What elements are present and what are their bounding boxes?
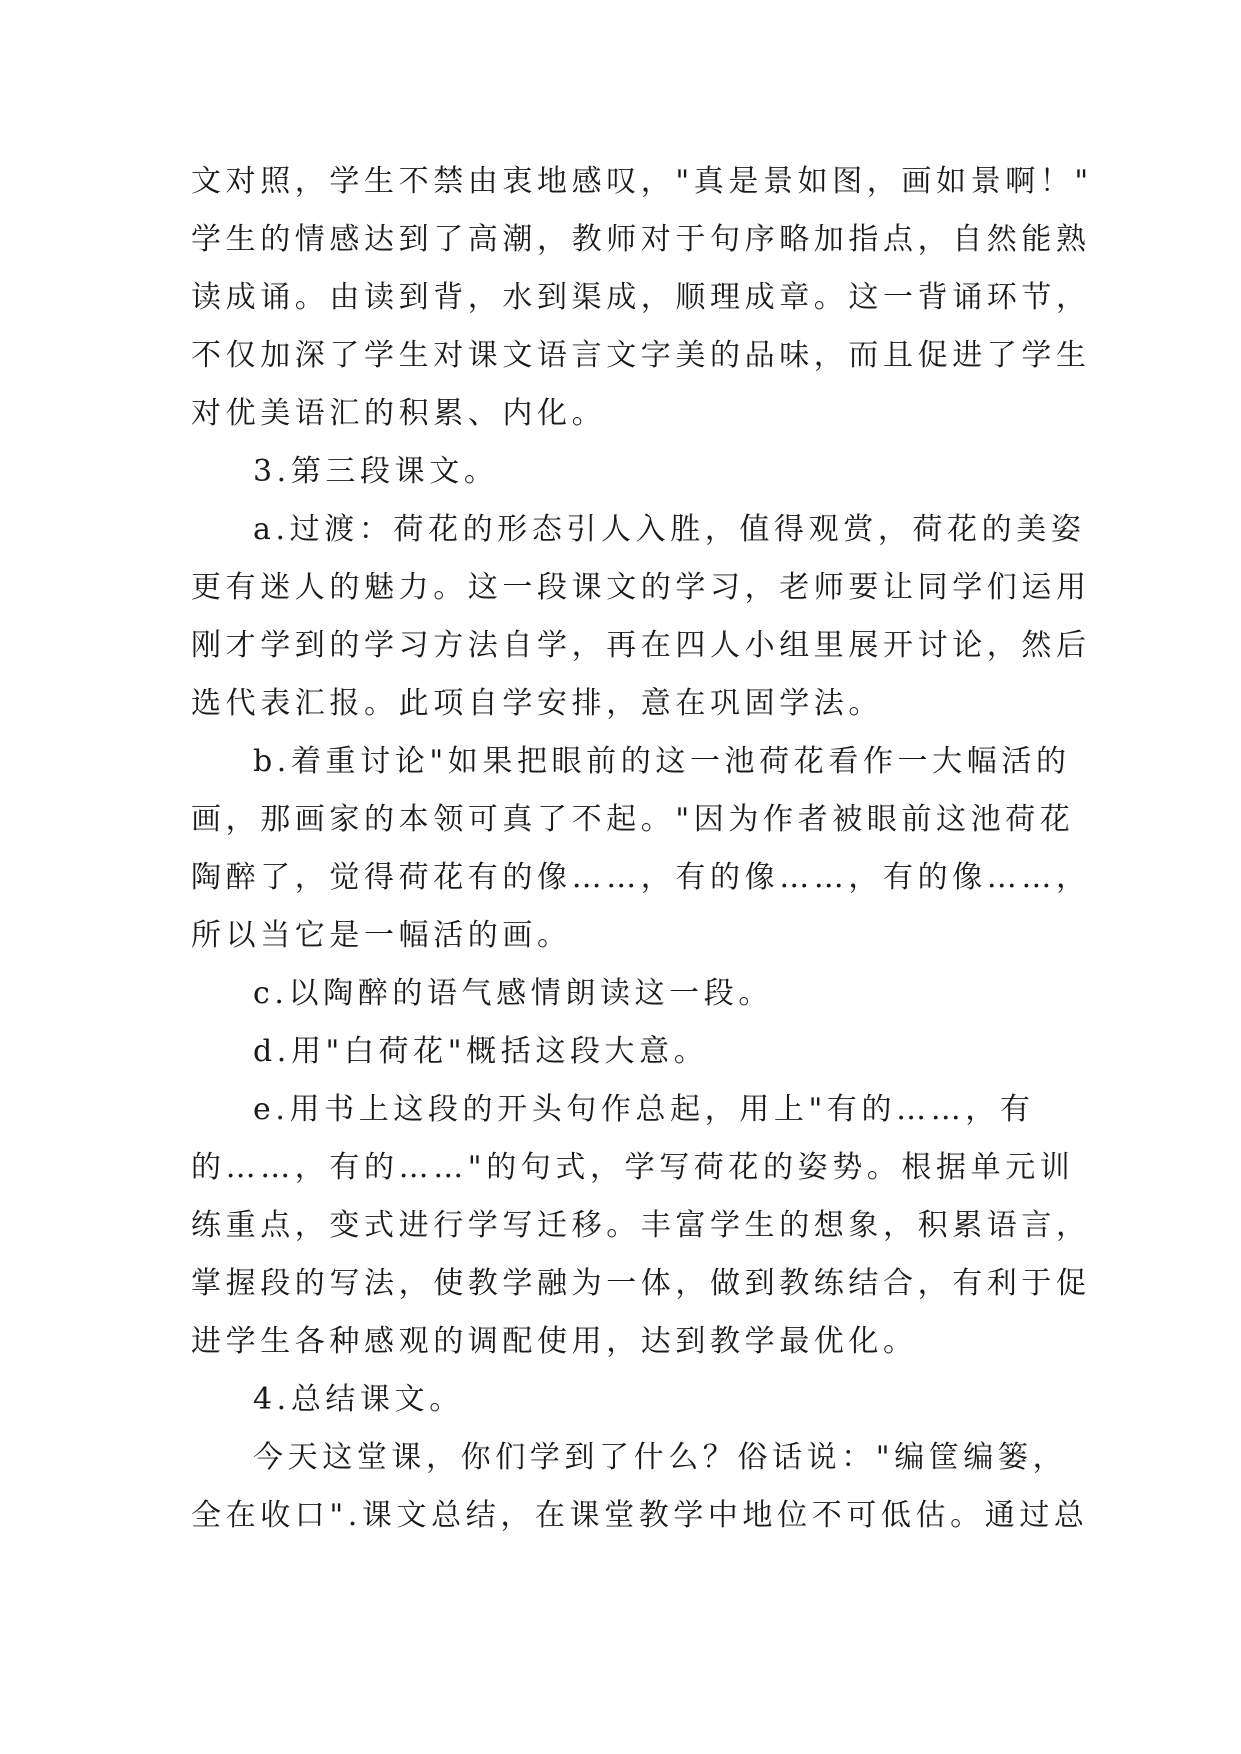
- text-line: d.用"白荷花"概括这段大意。: [253, 1034, 709, 1069]
- text-line: 掌握段的写法，使教学融为一体，做到教练结合，有利于促: [191, 1266, 1091, 1301]
- text-line: 全在收口".课文总结，在课堂教学中地位不可低估。通过总: [191, 1498, 1089, 1533]
- text-line: 学生的情感达到了高潮，教师对于句序略加指点，自然能熟: [191, 222, 1091, 257]
- text-line: 文对照，学生不禁由衷地感叹，"真是景如图，画如景啊！": [191, 164, 1093, 199]
- text-line: e.用书上这段的开头句作总起，用上"有的……，有: [253, 1092, 1035, 1127]
- text-line: b.着重讨论"如果把眼前的这一池荷花看作一大幅活的: [253, 744, 1071, 779]
- text-line: 画，那画家的本领可真了不起。"因为作者被眼前这池荷花: [191, 802, 1075, 837]
- text-line: 所以当它是一幅活的画。: [191, 918, 572, 953]
- text-line: 读成诵。由读到背，水到渠成，顺理成章。这一背诵环节，: [191, 280, 1091, 315]
- section-heading: 3.第三段课文。: [253, 454, 499, 489]
- text-line: 陶醉了，觉得荷花有的像……，有的像……，有的像……，: [191, 860, 1091, 895]
- text-line: 今天这堂课，你们学到了什么？俗话说："编筐编篓，: [253, 1440, 1068, 1475]
- text-line: 刚才学到的学习方法自学，再在四人小组里展开讨论，然后: [191, 628, 1091, 663]
- text-line: 对优美语汇的积累、内化。: [191, 396, 607, 431]
- section-heading: 4.总结课文。: [253, 1382, 464, 1417]
- document-body: [191, 153, 1093, 1545]
- text-line: c.以陶醉的语气感情朗读这一段。: [253, 976, 773, 1011]
- text-line: 不仅加深了学生对课文语言文字美的品味，而且促进了学生: [191, 338, 1091, 373]
- text-line: 的……，有的……"的句式，学写荷花的姿势。根据单元训: [191, 1150, 1075, 1185]
- text-line: 练重点，变式进行学写迁移。丰富学生的想象，积累语言，: [191, 1208, 1091, 1243]
- text-line: 进学生各种感观的调配使用，达到教学最优化。: [191, 1324, 918, 1359]
- text-line: 选代表汇报。此项自学安排，意在巩固学法。: [191, 686, 883, 721]
- text-line: a.过渡：荷花的形态引人入胜，值得观赏，荷花的美姿: [253, 512, 1086, 547]
- text-line: 更有迷人的魅力。这一段课文的学习，老师要让同学们运用: [191, 570, 1091, 605]
